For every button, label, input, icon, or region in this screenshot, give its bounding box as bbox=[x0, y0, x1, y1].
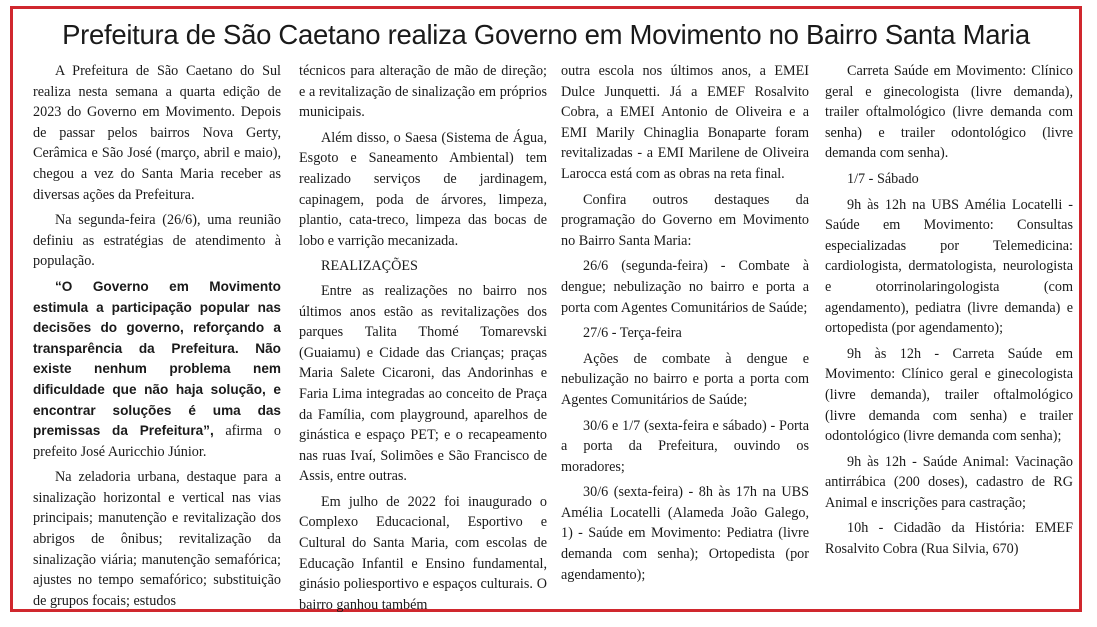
paragraph: Na zeladoria urbana, destaque para a sinalização horizontal e vertical nas vias principais; manutenção e revitalização dos abrigos de ônibus; revitalização da sinalização viária; manutenção semafórica; ajustes no tempo semafórico; substituição de grupos focais; estudos bbox=[33, 469, 281, 609]
schedule-item: Carreta Saúde em Movimento: Clínico geral e ginecologista (livre demanda), trailer oftalmológico (livre demanda com senha) e trailer odontológico (livre demanda com senha). bbox=[825, 63, 1073, 162]
paragraph: Entre as realizações no bairro nos últimos anos estão as revitalizações dos parques Talita Thomé Tomarevski (Guaiamu) e Cidade das Crianças; praças Maria Salete Cicaroni, das Andorinhas e Faria Lima integradas ao conceito de Praça da Família, com playground, aparelhos de ginástica e espaço PET; e o recapeamento nas ruas Ivaí, Solimões e São Francisco de Assis, entre outras. bbox=[299, 282, 547, 485]
schedule-item: 30/6 (sexta-feira) - 8h às 17h na UBS Amélia Locatelli (Alameda João Galego, 1) - Saúde em Movimento: Pediatra (livre demanda com senha); Ortopedista (por agendamento); bbox=[561, 484, 809, 583]
article-body bbox=[33, 61, 1073, 613]
schedule-item: 30/6 e 1/7 (sexta-feira e sábado) - Porta a porta da Prefeitura, ouvindo os moradores; bbox=[561, 417, 809, 475]
schedule-item: 9h às 12h - Carreta Saúde em Movimento: Clínico geral e ginecologista (livre demanda), trailer oftalmológico (livre demanda com senha) e trailer odontológico (livre demanda com senha); bbox=[825, 345, 1073, 445]
schedule-item: 26/6 (segunda-feira) - Combate à dengue; nebulização no bairro e porta a porta com Agentes Comunitários de Saúde; bbox=[561, 258, 809, 316]
paragraph: Em julho de 2022 foi inaugurado o Complexo Educacional, Esportivo e Cultural do Santa Maria, com escolas de Educação Infantil e Ensino fundamental, ginásio poliesportivo e espaços culturais. O bairro ganhou também bbox=[299, 493, 547, 613]
column-4 bbox=[825, 61, 1073, 601]
paragraph: A Prefeitura de São Caetano do Sul realiza nesta semana a quarta edição de 2023 do Governo em Movimento. Depois de passar pelos bairros Nova Gerty, Cerâmica e São José (março, abril e maio), chegou a vez do Santa Maria receber as diversas ações da Prefeitura. bbox=[33, 63, 281, 203]
article-frame bbox=[10, 6, 1082, 612]
column-3 bbox=[561, 61, 809, 601]
schedule-date: 1/7 - Sábado bbox=[847, 170, 919, 187]
section-heading: REALIZAÇÕES bbox=[321, 258, 418, 275]
paragraph: Além disso, o Saesa (Sistema de Água, Esgoto e Saneamento Ambiental) tem realizado serviços de jardinagem, capinagem, poda de árvores, limpeza, plantio, cata-treco, limpeza das bocas de lobo e varrição mecanizada. bbox=[299, 129, 547, 249]
column-1 bbox=[33, 61, 281, 609]
paragraph: Na segunda-feira (26/6), uma reunião definiu as estratégias de atendimento à população. bbox=[33, 212, 281, 270]
quote-text: “O Governo em Movimento estimula a participação popular nas decisões do governo, reforçando a transparência da Prefeitura. Não existe nenhum problema nem dificuldade que não haja solução, e encontrar soluções é uma das premissas da Prefeitura”, bbox=[33, 278, 281, 439]
schedule-item: 9h às 12h na UBS Amélia Locatelli - Saúde em Movimento: Consultas especializadas por Telemedicina: cardiologista, dermatologista, neurologista e otorrinolaringologista (com agendamento), pediatra (livre demanda) e ortopedista (por agendamento); bbox=[825, 196, 1073, 337]
quote-attribution: afirma o prefeito José Auricchio Júnior. bbox=[33, 423, 281, 460]
paragraph: técnicos para alteração de mão de direção; e a revitalização de sinalização em próprios municipais. bbox=[299, 63, 547, 121]
schedule-item: 9h às 12h - Saúde Animal: Vacinação antirrábica (200 doses), cadastro de RG Animal e inscrições para castração; bbox=[825, 453, 1073, 511]
mayor-quote bbox=[33, 277, 281, 462]
column-2 bbox=[299, 61, 547, 613]
paragraph: Confira outros destaques da programação do Governo em Movimento no Bairro Santa Maria: bbox=[561, 191, 809, 249]
article-headline: Prefeitura de São Caetano realiza Governo em Movimento no Bairro Santa Maria bbox=[62, 19, 1030, 50]
schedule-item: Ações de combate à dengue e nebulização no bairro e porta a porta com Agentes Comunitários de Saúde; bbox=[561, 350, 809, 408]
schedule-item: 10h - Cidadão da História: EMEF Rosalvito Cobra (Rua Silvia, 670) bbox=[825, 520, 1073, 558]
schedule-date: 27/6 - Terça-feira bbox=[583, 325, 682, 342]
paragraph: outra escola nos últimos anos, a EMEI Dulce Junquetti. Já a EMEF Rosalvito Cobra, a EMEI Antonio de Oliveira e a EMI Marily Chinaglia Bonaparte foram revitalizadas - a EMI Marilene de Oliveira Larocca está com as obras na reta final. bbox=[561, 63, 809, 182]
